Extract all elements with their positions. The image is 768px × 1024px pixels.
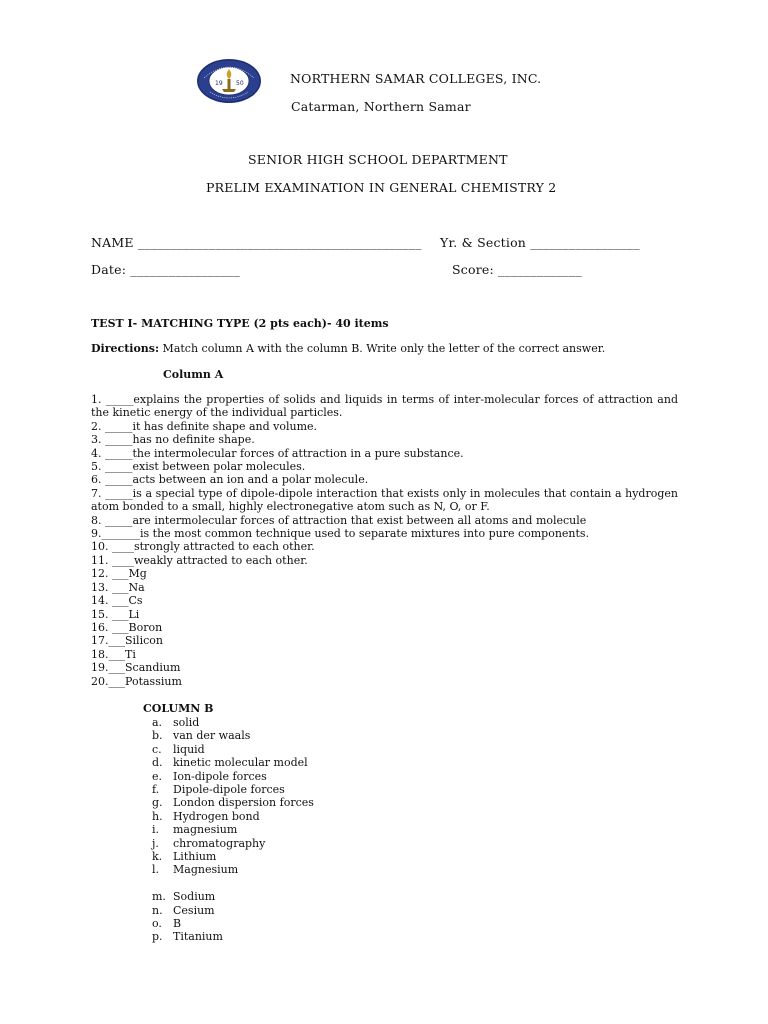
column-a-item: 5. _____exist between polar molecules. xyxy=(91,460,306,474)
column-b-letter: h. xyxy=(152,809,163,823)
column-a-item: 11. ____weakly attracted to each other. xyxy=(91,553,308,567)
directions-label: Directions: xyxy=(91,342,160,355)
directions xyxy=(91,342,605,355)
column-b-list xyxy=(152,716,314,944)
column-a-heading: Column A xyxy=(163,368,224,381)
column-a-item: 17.___Silicon xyxy=(91,634,163,648)
column-b-letter: p. xyxy=(152,930,163,944)
column-b-heading: COLUMN B xyxy=(143,702,214,715)
column-b-text: Hydrogen bond xyxy=(173,809,260,823)
column-b-item xyxy=(152,729,314,742)
column-b-text: Dipole-dipole forces xyxy=(173,783,285,797)
department-title: SENIOR HIGH SCHOOL DEPARTMENT xyxy=(248,152,508,167)
column-b-letter: c. xyxy=(152,742,162,756)
column-a-list xyxy=(91,393,678,688)
column-b-text: Ion-dipole forces xyxy=(173,769,267,783)
school-location: Catarman, Northern Samar xyxy=(291,99,471,114)
column-b-item xyxy=(152,823,314,836)
column-a-item: 19.___Scandium xyxy=(91,661,181,675)
seal-year-left: 19 xyxy=(215,80,223,87)
column-b-text: chromatography xyxy=(173,836,266,850)
column-b-letter: d. xyxy=(152,756,163,770)
column-a-item: 18.___Ti xyxy=(91,647,136,661)
column-b-letter: f. xyxy=(152,783,160,797)
column-b-item xyxy=(152,930,314,943)
column-a-item: 14. ___Cs xyxy=(91,594,143,608)
column-a-item: 4. _____the intermolecular forces of attraction in a pure substance. xyxy=(91,446,464,460)
column-a-item: 20.___Potassium xyxy=(91,674,182,688)
column-b-item xyxy=(152,917,314,930)
name-field-label: NAME ____________________________________________ xyxy=(91,235,422,250)
column-b-letter: b. xyxy=(152,729,163,743)
column-a-item: 1. _____explains the properties of solids and liquids in terms of inter-molecular forces of attraction and the kinetic energy of the individual particles. xyxy=(91,393,678,420)
column-b-letter: e. xyxy=(152,769,163,783)
column-b-item xyxy=(152,783,314,796)
column-b-item xyxy=(152,756,314,769)
column-b-text: Sodium xyxy=(173,890,216,904)
column-a-item: 8. _____are intermolecular forces of attraction that exist between all atoms and molecule xyxy=(91,513,587,527)
column-b-letter: i. xyxy=(152,823,160,837)
score-field-label: Score: _____________ xyxy=(452,262,582,277)
directions-text: Match column A with the column B. Write only the letter of the correct answer. xyxy=(159,342,606,355)
column-b-text: Magnesium xyxy=(173,863,239,877)
column-b-item xyxy=(152,716,314,729)
column-b-letter: o. xyxy=(152,917,162,931)
column-b-item xyxy=(152,890,314,903)
column-a-item: 15. ___Li xyxy=(91,607,140,621)
column-b-item xyxy=(152,743,314,756)
column-b-text: kinetic molecular model xyxy=(173,756,308,770)
school-seal-icon xyxy=(196,58,262,104)
column-a-item: 9._______is the most common technique used to separate mixtures into pure components. xyxy=(91,527,590,541)
column-b-item xyxy=(152,796,314,809)
column-b-text: B xyxy=(173,917,182,931)
column-b-letter: k. xyxy=(152,850,163,864)
column-a-item: 16. ___Boron xyxy=(91,620,163,634)
column-a-item: 10. ____strongly attracted to each other. xyxy=(91,540,315,554)
column-b-letter: g. xyxy=(152,796,163,810)
column-b-letter: l. xyxy=(152,863,160,877)
column-b-letter: a. xyxy=(152,716,163,729)
column-a-item: 7. _____is a special type of dipole-dipole interaction that exists only in molecules that contain a hydrogen atom bonded to a small, highly electronegative atom such as N, O, or F. xyxy=(91,486,678,514)
column-b-text: Lithium xyxy=(173,850,217,864)
column-b-text: van der waals xyxy=(173,729,251,743)
test-title: TEST I- MATCHING TYPE (2 pts each)- 40 items xyxy=(91,317,389,330)
column-b-letter: m. xyxy=(152,890,166,904)
date-field-label: Date: _________________ xyxy=(91,262,240,277)
column-a-item: 2. _____it has definite shape and volume. xyxy=(91,419,318,433)
column-b-letter: j. xyxy=(152,836,159,850)
column-b-text: magnesium xyxy=(173,823,238,837)
column-b-item xyxy=(152,863,314,876)
school-name: NORTHERN SAMAR COLLEGES, INC. xyxy=(290,71,542,86)
column-a-item: 3. _____has no definite shape. xyxy=(91,433,255,447)
column-b-text: liquid xyxy=(173,742,205,756)
column-a-item: 12. ___Mg xyxy=(91,567,147,581)
column-a-item: 13. ___Na xyxy=(91,580,145,594)
column-b-letter: n. xyxy=(152,903,163,917)
column-b-item xyxy=(152,810,314,823)
column-b-item xyxy=(152,850,314,863)
column-b-item xyxy=(152,837,314,850)
column-b-item xyxy=(152,904,314,917)
column-b-text: Cesium xyxy=(173,903,215,917)
column-b-item xyxy=(152,770,314,783)
exam-title: PRELIM EXAMINATION IN GENERAL CHEMISTRY 2 xyxy=(206,180,557,195)
column-a-item: 6. _____acts between an ion and a polar molecule. xyxy=(91,473,369,487)
column-b-text: Titanium xyxy=(173,930,223,944)
column-b-text: solid xyxy=(173,716,200,729)
seal-year-right: 50 xyxy=(236,80,244,87)
section-field-label: Yr. & Section _________________ xyxy=(440,235,640,250)
column-b-text: London dispersion forces xyxy=(173,796,314,810)
